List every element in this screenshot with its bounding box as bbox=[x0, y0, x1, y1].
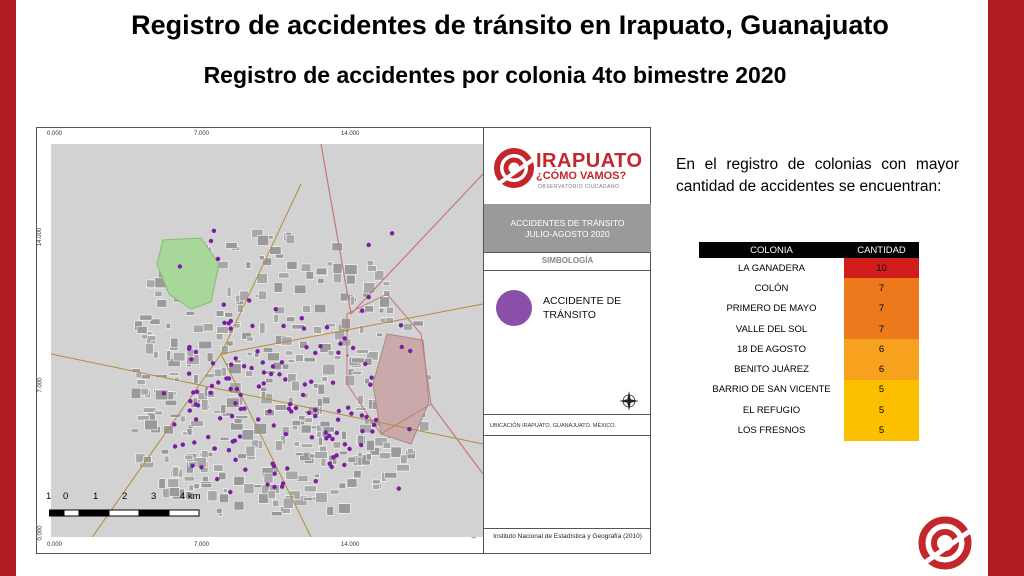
tick-top-1: 7.000 bbox=[194, 131, 210, 137]
accident-point bbox=[336, 418, 340, 422]
legend-heading-line2: JULIO-AGOSTO 2020 bbox=[525, 229, 610, 239]
cantidad-cell: 6 bbox=[844, 339, 919, 359]
accident-point bbox=[330, 437, 334, 441]
accident-point bbox=[370, 429, 374, 433]
accident-point bbox=[242, 406, 246, 410]
accident-point bbox=[324, 430, 328, 434]
accident-point bbox=[314, 479, 318, 483]
accident-point bbox=[327, 434, 331, 438]
accident-point bbox=[227, 321, 231, 325]
map-frame bbox=[36, 127, 651, 554]
accident-point bbox=[233, 458, 237, 462]
table-row bbox=[699, 380, 919, 400]
colonias-table bbox=[699, 242, 919, 441]
scale-label-5: 4 km bbox=[180, 491, 201, 502]
accident-point bbox=[337, 409, 341, 413]
accident-point bbox=[230, 414, 234, 418]
logo-name: IRAPUATO bbox=[536, 150, 643, 172]
accident-point bbox=[209, 391, 213, 395]
accident-point bbox=[331, 381, 335, 385]
accident-point bbox=[190, 464, 194, 468]
accident-point bbox=[188, 399, 192, 403]
accident-point bbox=[189, 357, 193, 361]
accident-point bbox=[235, 387, 239, 391]
cantidad-cell: 5 bbox=[844, 420, 919, 440]
simbologia-header: SIMBOLOGÍA bbox=[484, 252, 651, 271]
accident-point bbox=[284, 432, 288, 436]
accident-point bbox=[261, 360, 265, 364]
accident-point bbox=[271, 364, 275, 368]
accident-point bbox=[374, 418, 378, 422]
accident-point bbox=[162, 391, 166, 395]
accident-point bbox=[199, 465, 203, 469]
accident-point bbox=[399, 323, 403, 327]
table-row bbox=[699, 400, 919, 420]
accident-point bbox=[310, 435, 314, 439]
accident-point bbox=[307, 411, 311, 415]
column-header-colonia: COLONIA bbox=[699, 242, 844, 258]
accident-point bbox=[367, 243, 371, 247]
colonia-cell: 18 DE AGOSTO bbox=[737, 343, 806, 355]
accident-point bbox=[227, 376, 231, 380]
accident-point bbox=[289, 409, 293, 413]
cantidad-cell: 5 bbox=[844, 400, 919, 420]
accident-point bbox=[360, 429, 364, 433]
accident-point bbox=[247, 298, 251, 302]
accident-point bbox=[192, 440, 196, 444]
accident-point bbox=[181, 443, 185, 447]
accident-point bbox=[346, 406, 350, 410]
column-header-cantidad: CANTIDAD bbox=[844, 242, 919, 258]
accident-point bbox=[222, 303, 226, 307]
accident-symbol-label: ACCIDENTE DE TRÁNSITO bbox=[543, 295, 622, 321]
tick-bottom-1: 7.000 bbox=[194, 542, 210, 548]
accident-point bbox=[262, 381, 266, 385]
accident-point bbox=[360, 413, 364, 417]
accident-point bbox=[407, 427, 411, 431]
accident-point bbox=[294, 406, 298, 410]
legend-heading bbox=[484, 204, 651, 253]
accident-point bbox=[342, 463, 346, 467]
tick-left-2: 0.000 bbox=[37, 525, 44, 541]
accident-point bbox=[218, 416, 222, 420]
accident-point bbox=[216, 380, 220, 384]
brand-logo-icon bbox=[914, 516, 976, 570]
tick-bottom-2: 14.000 bbox=[341, 542, 360, 548]
accident-point bbox=[262, 370, 266, 374]
accident-point bbox=[194, 402, 198, 406]
accident-point bbox=[359, 443, 363, 447]
accident-point bbox=[272, 485, 276, 489]
legend-heading-line1: ACCIDENTES DE TRÁNSITO bbox=[510, 218, 625, 228]
accident-point bbox=[372, 423, 376, 427]
page-title: Registro de accidentes de tránsito en Irapuato, Guanajuato bbox=[131, 10, 889, 40]
accident-point bbox=[281, 481, 285, 485]
summary-paragraph: En el registro de colonias con mayor cantidad de accidentes se encuentran: bbox=[676, 156, 959, 195]
accident-point bbox=[243, 468, 247, 472]
accident-point bbox=[191, 390, 195, 394]
accident-point bbox=[368, 383, 372, 387]
logo-subtext: OBSERVATORIO CIUDADANO bbox=[538, 184, 620, 190]
accident-point bbox=[187, 372, 191, 376]
accident-point bbox=[233, 401, 237, 405]
tick-top-0: 0.000 bbox=[47, 131, 63, 137]
accident-point bbox=[210, 384, 214, 388]
table-row bbox=[699, 420, 919, 440]
table-row bbox=[699, 319, 919, 339]
accident-point bbox=[239, 393, 243, 397]
colonia-cell: VALLE DEL SOL bbox=[735, 323, 808, 335]
accident-point bbox=[335, 431, 339, 435]
scale-bar-graphic bbox=[49, 509, 209, 517]
tick-bottom-0: 0.000 bbox=[47, 542, 63, 548]
accident-point bbox=[347, 447, 351, 451]
location-label: UBICACIÓN IRAPUATO, GUANAJUATO. MÉXICO. bbox=[484, 414, 651, 436]
accident-point bbox=[370, 376, 374, 380]
accident-point bbox=[408, 349, 412, 353]
accident-point bbox=[212, 229, 216, 233]
accident-point bbox=[273, 472, 277, 476]
accident-point bbox=[313, 414, 317, 418]
accident-point bbox=[238, 434, 242, 438]
accident-point bbox=[313, 351, 317, 355]
accident-point bbox=[400, 345, 404, 349]
accident-point bbox=[351, 346, 355, 350]
accident-point bbox=[257, 384, 261, 388]
accident-symbol bbox=[496, 290, 532, 326]
accident-point bbox=[303, 382, 307, 386]
accident-point bbox=[331, 455, 335, 459]
accident-point bbox=[300, 316, 304, 320]
north-arrow-icon bbox=[618, 390, 640, 412]
cantidad-cell: 7 bbox=[844, 319, 919, 339]
scale-label-4: 3 bbox=[151, 491, 157, 502]
accident-point bbox=[302, 326, 306, 330]
table-header-row bbox=[699, 242, 919, 258]
source-label: Instituto Nacional de Estadística y Geografía (2010) bbox=[484, 528, 651, 553]
accident-point bbox=[228, 490, 232, 494]
accident-point bbox=[318, 344, 322, 348]
accident-point bbox=[397, 486, 401, 490]
map-legend-panel bbox=[483, 128, 651, 553]
accident-point bbox=[364, 415, 368, 419]
scale-label-1: 0 bbox=[63, 491, 69, 502]
accident-point bbox=[349, 411, 353, 415]
colonia-cell: LA GANADERA bbox=[737, 262, 806, 274]
city-map[interactable] bbox=[51, 144, 483, 537]
accident-point bbox=[188, 408, 192, 412]
accident-point bbox=[343, 336, 347, 340]
accident-point bbox=[234, 356, 238, 360]
cantidad-cell: 5 bbox=[844, 380, 919, 400]
accident-point bbox=[367, 295, 371, 299]
accident-point bbox=[173, 444, 177, 448]
colonia-cell: BENITO JUÁREZ bbox=[734, 364, 809, 376]
accident-point bbox=[283, 377, 287, 381]
cantidad-cell: 7 bbox=[844, 278, 919, 298]
irapuato-logo-box bbox=[484, 128, 651, 205]
colonia-cell: PRIMERO DE MAYO bbox=[726, 303, 817, 315]
colonia-cell: COLÓN bbox=[754, 282, 789, 294]
accident-point bbox=[272, 464, 276, 468]
table-row bbox=[699, 278, 919, 298]
accident-point bbox=[269, 372, 273, 376]
accident-point bbox=[209, 239, 213, 243]
page-subtitle: Registro de accidentes por colonia 4to bimestre 2020 bbox=[203, 62, 787, 88]
accident-point bbox=[343, 442, 347, 446]
accident-point bbox=[288, 402, 292, 406]
accident-point bbox=[229, 387, 233, 391]
accident-point bbox=[363, 362, 367, 366]
tick-top-2: 14.000 bbox=[341, 131, 360, 137]
colonia-cell: LOS FRESNOS bbox=[737, 425, 806, 437]
accident-point bbox=[255, 349, 259, 353]
accident-point bbox=[304, 345, 308, 349]
accident-point bbox=[229, 362, 233, 366]
scale-label-3: 2 bbox=[122, 491, 128, 502]
accident-point bbox=[229, 326, 233, 330]
cantidad-cell: 7 bbox=[844, 299, 919, 319]
accident-point bbox=[231, 439, 235, 443]
accident-point bbox=[242, 364, 246, 368]
accident-point bbox=[215, 477, 219, 481]
accident-point bbox=[330, 465, 334, 469]
scale-label-2: 1 bbox=[93, 491, 99, 502]
accident-point bbox=[301, 393, 305, 397]
accident-point bbox=[277, 372, 281, 376]
accident-point bbox=[172, 422, 176, 426]
accident-point bbox=[313, 408, 317, 412]
accident-point bbox=[194, 417, 198, 421]
accident-point bbox=[213, 446, 217, 450]
table-row bbox=[699, 359, 919, 379]
tick-left-0: 14.000 bbox=[37, 227, 44, 247]
accident-point bbox=[256, 417, 260, 421]
accident-point bbox=[227, 448, 231, 452]
accident-point bbox=[285, 466, 289, 470]
right-red-bar bbox=[988, 0, 1024, 576]
left-red-bar bbox=[0, 0, 16, 576]
logo-icon bbox=[492, 146, 536, 190]
accident-point bbox=[222, 321, 226, 325]
cantidad-cell: 6 bbox=[844, 359, 919, 379]
accident-point bbox=[281, 324, 285, 328]
tick-left-1: 7.000 bbox=[37, 377, 44, 393]
accident-point bbox=[325, 325, 329, 329]
accident-point bbox=[268, 409, 272, 413]
accident-point bbox=[249, 366, 253, 370]
table-row bbox=[699, 258, 919, 278]
table-row bbox=[699, 299, 919, 319]
accident-point bbox=[178, 264, 182, 268]
accident-point bbox=[250, 324, 254, 328]
city-map-svg bbox=[51, 144, 483, 537]
logo-tagline: ¿CÓMO VAMOS? bbox=[536, 170, 627, 182]
scale-bar bbox=[46, 491, 209, 522]
accident-point bbox=[187, 347, 191, 351]
accident-point bbox=[211, 361, 215, 365]
accident-point bbox=[265, 482, 269, 486]
accident-point bbox=[280, 360, 284, 364]
colonia-cell: BARRIO DE SAN VICENTE bbox=[712, 384, 831, 396]
accident-point bbox=[336, 351, 340, 355]
scale-label-0: 1 bbox=[46, 491, 52, 502]
table-row bbox=[699, 339, 919, 359]
accident-point bbox=[274, 307, 278, 311]
accident-point bbox=[216, 257, 220, 261]
accident-point bbox=[309, 380, 313, 384]
accident-point bbox=[390, 231, 394, 235]
accident-point bbox=[338, 342, 342, 346]
accident-point bbox=[206, 435, 210, 439]
accident-point bbox=[272, 423, 276, 427]
accident-point bbox=[195, 390, 199, 394]
accident-point bbox=[194, 350, 198, 354]
cantidad-cell: 10 bbox=[844, 258, 919, 278]
colonia-cell: EL REFUGIO bbox=[742, 404, 801, 416]
accident-point bbox=[360, 308, 364, 312]
